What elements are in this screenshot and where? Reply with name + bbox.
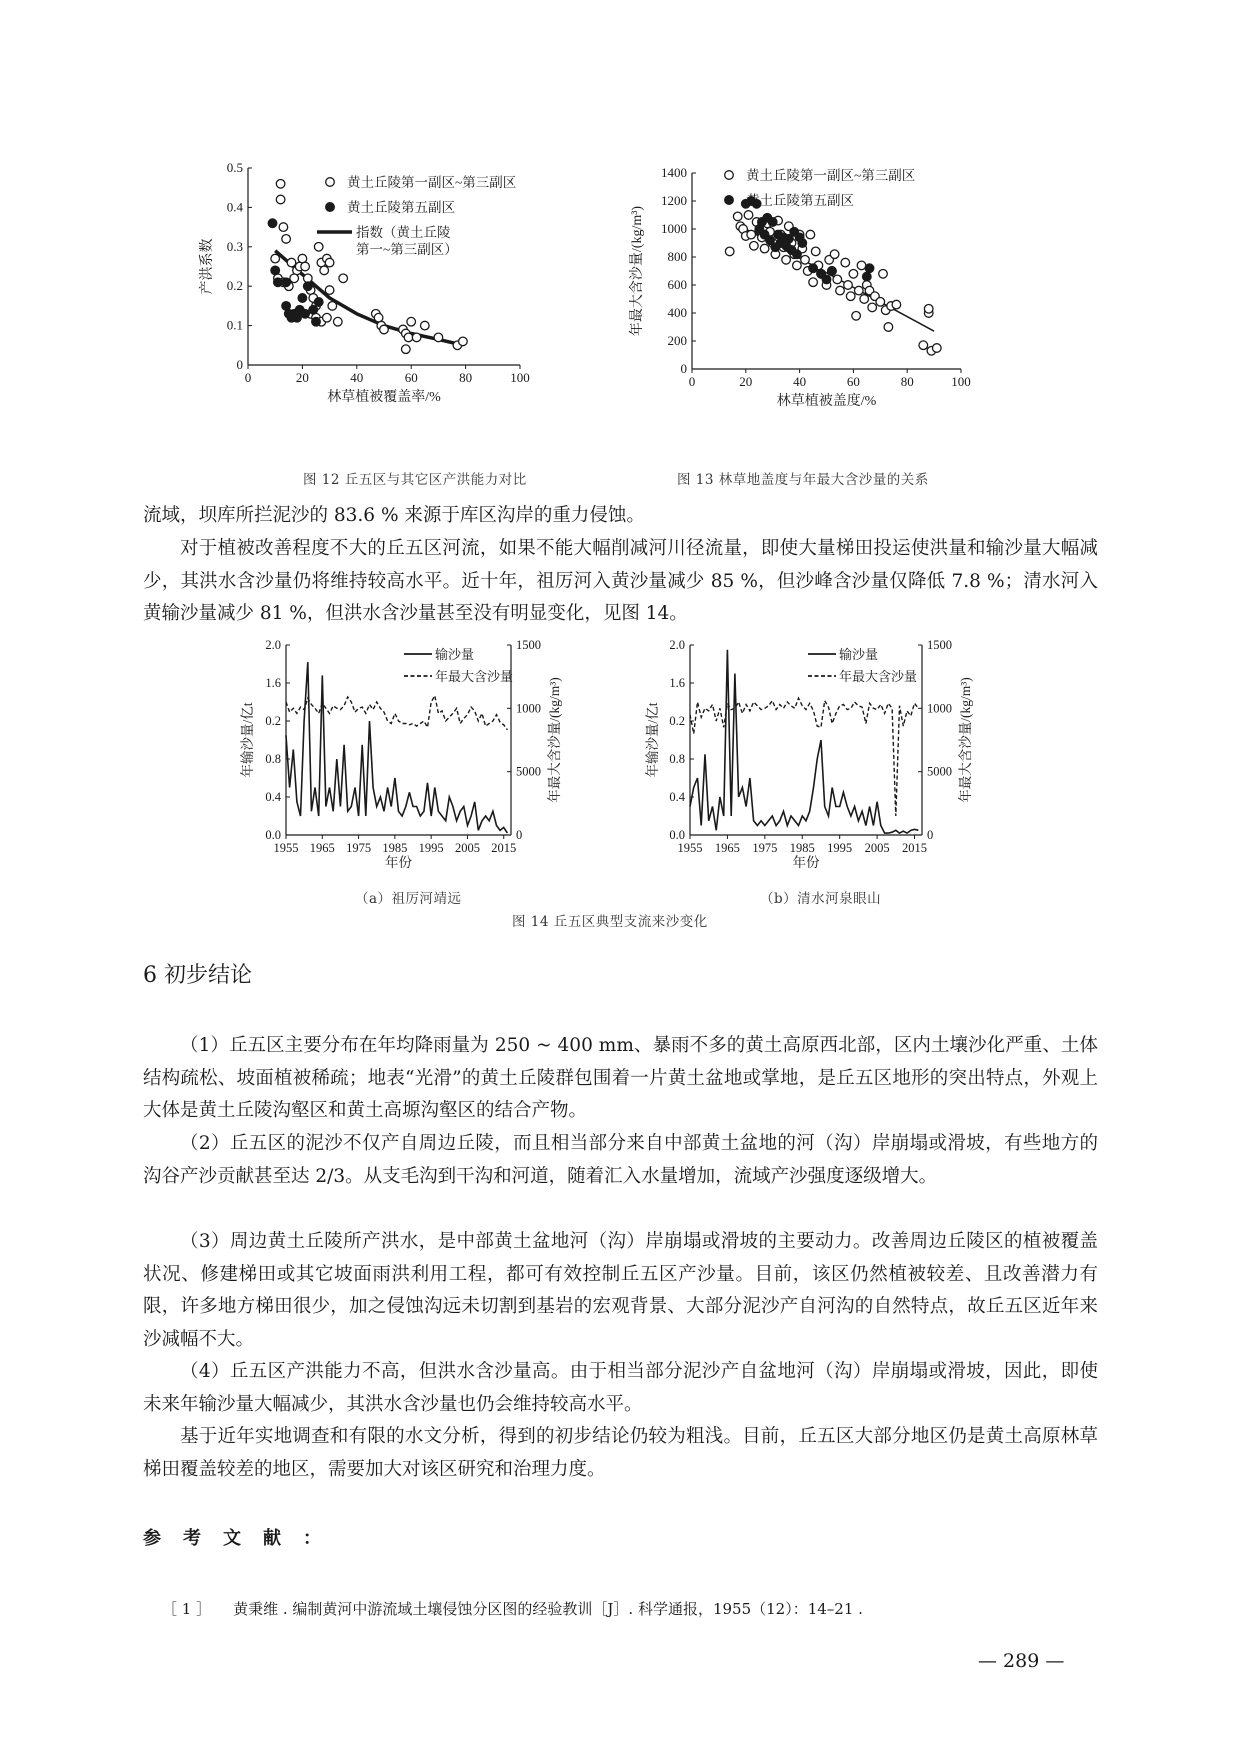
data-point-filled (298, 294, 307, 303)
section-6-title: 6 初步结论 (143, 963, 252, 988)
data-point-open (747, 230, 756, 239)
x-tick-label: 2015 (902, 841, 928, 855)
y-tick-label-right: 5000 (927, 764, 952, 779)
x-tick-label: 0 (688, 374, 696, 389)
data-point-open (276, 195, 285, 204)
data-point-open (849, 270, 858, 279)
legend-label: 指数（黄土丘陵 (356, 225, 451, 240)
y-axis-label-left: 年输沙量/亿t (645, 702, 660, 778)
data-point-open (271, 254, 280, 263)
y-tick-label-right: 0 (927, 828, 934, 842)
data-point-filled (282, 278, 291, 287)
y-tick-label: 1400 (661, 165, 687, 180)
data-point-filled (822, 275, 831, 284)
sediment-load-line (286, 662, 507, 833)
data-point-open (328, 302, 337, 311)
y-tick-label: 0.3 (226, 238, 243, 254)
data-point-filled (793, 250, 802, 259)
y-tick-label-left: 0.0 (669, 828, 685, 842)
y-tick-label: 200 (667, 333, 687, 348)
data-point-open (801, 256, 810, 265)
x-tick-label: 1965 (714, 841, 740, 855)
data-point-filled (863, 272, 872, 281)
figure-14b-chart (645, 638, 1005, 900)
data-point-open (421, 321, 430, 330)
data-point-filled (312, 317, 321, 326)
y-tick-label-left: 0.4 (265, 790, 281, 804)
conclusion-2: （2）丘五区的泥沙不仅产自周边丘陵，而且相当部分来自中部黄土盆地的河（沟）岸崩塌或滑坡，有些地方的沟谷产沙贡献甚至达 2/3。从支毛沟到干沟和河道，随着汇入水量增加，流域产沙强度逐级增大。 (143, 1133, 1098, 1187)
paragraph-continuation: 流域，坝库所拦泥沙的 83.6 % 来源于库区沟岸的重力侵蚀。 (143, 505, 645, 526)
data-point-open (857, 261, 866, 270)
data-point-open (301, 262, 310, 271)
data-point-open (339, 274, 348, 283)
data-point-open (407, 317, 416, 326)
max-concentration-line (286, 696, 507, 730)
legend-label: 输沙量 (435, 647, 475, 662)
data-point-filled (309, 306, 318, 315)
y-tick-label: 1000 (661, 221, 687, 236)
y-axis-label-right: 年最大含沙量/(kg/m³) (958, 677, 973, 803)
data-point-open (744, 211, 753, 220)
data-point-filled (314, 298, 323, 307)
data-point-filled (304, 282, 313, 291)
y-tick-label-left: 0.2 (669, 714, 685, 728)
data-point-open (836, 286, 845, 295)
x-tick-label: 40 (793, 374, 807, 389)
y-tick-label: 0 (680, 361, 687, 376)
data-point-open (725, 247, 734, 256)
x-tick-label: 1955 (677, 841, 703, 855)
y-tick-label-right: 5000 (516, 764, 541, 779)
data-point-open (833, 275, 842, 284)
legend-label: 黄土丘陵第一副区~第三副区 (347, 175, 517, 190)
legend-marker-filled (326, 203, 335, 212)
x-tick-label: 1995 (418, 841, 444, 855)
legend-marker-open (725, 171, 734, 180)
data-point-filled (768, 218, 777, 227)
y-tick-label-right: 1000 (927, 701, 952, 716)
data-point-open (855, 286, 864, 295)
conclusion-3: （3）周边黄土丘陵所产洪水，是中部黄土盆地河（沟）岸崩塌或滑坡的主要动力。改善周边丘陵区的植被覆盖状况、修建梯田或其它坡面雨洪利用工程，都可有效控制丘五区产沙量。目前，该区仍然植被较差、且改善潜力有限，许多地方梯田很少，加之侵蚀沟远未切割到基岩的宏观背景、大部分泥沙产自河沟的自然特点，故丘五区近年来沙减幅不大。 (143, 1231, 1098, 1350)
figure-14-caption: 图 14 丘五区典型支流来沙变化 (512, 914, 708, 930)
data-point-open (325, 258, 334, 267)
x-axis-label: 林草植被盖度/% (776, 394, 877, 409)
data-point-open (841, 258, 850, 267)
data-point-open (402, 345, 411, 354)
y-tick-label: 600 (667, 277, 687, 292)
y-tick-label-left: 0.2 (265, 714, 281, 728)
data-point-open (323, 313, 332, 322)
x-tick-label: 1995 (827, 841, 853, 855)
x-tick-label: 1985 (789, 841, 815, 855)
y-tick-label-left: 0.8 (669, 752, 685, 766)
y-tick-label: 800 (667, 249, 687, 264)
data-point-open (276, 180, 285, 189)
figure-13-chart (625, 165, 1025, 460)
x-tick-label: 1955 (273, 841, 299, 855)
data-point-open (892, 300, 901, 309)
y-tick-label-left: 0.0 (265, 828, 281, 842)
y-tick-label-left: 0.8 (265, 752, 281, 766)
data-point-open (809, 278, 818, 287)
x-tick-label: 1985 (382, 841, 408, 855)
reference-1-number: ［ 1 ］ (162, 1600, 212, 1618)
data-point-open (919, 341, 928, 350)
y-axis-label: 产洪系数 (200, 238, 215, 295)
conclusion-5: 基于近年实地调查和有限的水文分析，得到的初步结论仍较为粗浅。目前，丘五区大部分地区仍是黄土高原林草梯田覆盖较差的地区，需要加大对该区研究和治理力度。 (143, 1426, 1098, 1480)
y-axis-label-left: 年输沙量/亿t (240, 702, 255, 778)
x-tick-label: 2005 (864, 841, 890, 855)
data-point-open (933, 344, 942, 353)
data-point-open (733, 212, 742, 221)
y-tick-label: 1200 (661, 193, 687, 208)
data-point-open (793, 261, 802, 270)
legend-label: 输沙量 (839, 647, 879, 662)
data-point-open (434, 333, 443, 342)
data-point-filled (268, 219, 277, 228)
legend-label: 黄土丘陵第一副区~第三副区 (746, 168, 916, 183)
x-tick-label: 1975 (752, 841, 778, 855)
conclusion-4: （4）丘五区产洪能力不高，但洪水含沙量高。由于相当部分泥沙产自盆地河（沟）岸崩塌或滑坡，因此，即使未来年输沙量大幅减少，其洪水含沙量也仍会维持较高水平。 (143, 1361, 1098, 1415)
data-point-open (811, 247, 820, 256)
data-point-open (760, 244, 769, 253)
data-point-open (459, 337, 468, 346)
data-point-open (290, 274, 299, 283)
data-point-filled (828, 267, 837, 276)
data-point-open (279, 223, 288, 232)
data-point-open (282, 235, 291, 244)
x-tick-label: 40 (350, 370, 364, 385)
x-axis-label: 林草植被覆盖率/% (327, 390, 441, 405)
data-point-open (868, 303, 877, 312)
x-tick-label: 20 (739, 374, 753, 389)
y-tick-label: 0.2 (226, 278, 243, 294)
x-tick-label: 1975 (346, 841, 372, 855)
data-point-open (876, 298, 885, 307)
x-tick-label: 2015 (491, 841, 517, 855)
data-point-open (287, 258, 296, 267)
y-tick-label: 400 (667, 305, 687, 320)
x-tick-label: 0 (244, 370, 252, 385)
y-axis-label: 年最大含沙量/(kg/m³) (630, 205, 645, 337)
data-point-open (924, 305, 933, 314)
data-point-open (325, 286, 334, 295)
data-point-open (860, 295, 869, 304)
data-point-open (750, 242, 759, 251)
reference-1 (162, 1598, 863, 1619)
figure-12-caption: 图 12 丘五区与其它区产洪能力对比 (303, 472, 527, 488)
y-tick-label: 0.1 (226, 317, 243, 333)
x-tick-label: 100 (951, 374, 971, 389)
data-point-open (806, 230, 815, 239)
conclusion-1: （1）丘五区主要分布在年均降雨量为 250 ~ 400 mm、暴雨不多的黄土高原西北部，区内土壤沙化严重、土体结构疏松、坡面植被稀疏；地表“光滑”的黄土丘陵群包围着一片黄土盆地或掌地，是丘五区地形的突出特点，外观上大体是黄土丘陵沟壑区和黄土高塬沟壑区的结合产物。 (143, 1035, 1098, 1121)
y-tick-label-right: 1000 (516, 701, 541, 716)
data-point-open (830, 250, 839, 259)
figure-14a-label: （a）祖厉河靖远 (355, 891, 462, 907)
y-tick-label-right: 0 (516, 828, 523, 842)
y-tick-label-left: 1.6 (265, 676, 281, 690)
data-point-filled (271, 266, 280, 275)
x-tick-label: 2005 (454, 841, 480, 855)
x-tick-label: 60 (404, 370, 418, 385)
data-point-filled (301, 310, 310, 319)
data-point-open (314, 243, 323, 252)
x-tick-label: 100 (510, 370, 530, 385)
y-tick-label: 0.4 (226, 199, 243, 215)
data-point-filled (865, 264, 874, 273)
data-point-open (844, 281, 853, 290)
references-title: 参考文献： (143, 1528, 343, 1549)
data-point-open (884, 323, 893, 332)
page-number: — 289 — (978, 1650, 1065, 1672)
y-tick-label-left: 0.4 (669, 790, 685, 804)
y-tick-label-right: 1500 (516, 638, 541, 652)
y-tick-label: 0 (236, 357, 243, 372)
x-tick-label: 80 (459, 370, 473, 385)
x-tick-label: 60 (846, 374, 860, 389)
figure-14b-label: （b）清水河泉眼山 (760, 891, 882, 907)
data-point-filled (798, 239, 807, 248)
figure-12-chart (195, 160, 605, 460)
data-point-open (879, 270, 888, 279)
paragraph-sediment-discussion: 对于植被改善程度不大的丘五区河流，如果不能大幅削减河川径流量，即使大量梯田投运使洪量和输沙量大幅减少，其洪水含沙量仍将维持较高水平。近十年，祖厉河入黄沙量减少 85 %，但沙峰含沙量仅降低 7.8 %；清水河入黄输沙量减少 81 %，但洪水含沙量甚至没有明显变化，见图 14。 (143, 538, 1098, 624)
y-axis-label-right: 年最大含沙量/(kg/m³) (547, 677, 562, 803)
y-tick-label-right: 1500 (927, 638, 952, 652)
legend-label-cont: 第一~第三副区） (356, 242, 458, 257)
legend-label: 年最大含沙量 (839, 669, 918, 684)
data-point-open (782, 256, 791, 265)
data-point-open (852, 312, 861, 321)
x-tick-label: 1965 (309, 841, 335, 855)
data-point-open (380, 325, 389, 334)
y-tick-label-left: 2.0 (265, 638, 281, 652)
legend-label: 黄土丘陵第五副区 (347, 200, 455, 215)
x-axis-label: 年份 (792, 855, 820, 870)
legend-marker-open (326, 178, 335, 187)
x-tick-label: 80 (900, 374, 914, 389)
y-tick-label-left: 2.0 (669, 638, 685, 652)
y-tick-label: 0.5 (226, 160, 243, 175)
reference-1-text: 黄秉维 . 编制黄河中游流域土壤侵蚀分区图的经验教训［J］. 科学通报，1955（12）：14–21 . (233, 1600, 863, 1618)
data-point-open (846, 292, 855, 301)
x-axis-label: 年份 (385, 855, 412, 870)
figure-13-caption: 图 13 林草地盖度与年最大含沙量的关系 (677, 472, 929, 488)
figure-14a-chart (240, 638, 585, 900)
legend-marker-filled (725, 196, 734, 205)
data-point-open (404, 333, 413, 342)
data-point-open (320, 266, 329, 275)
legend-label: 年最大含沙量 (435, 669, 514, 684)
legend-label: 黄土丘陵第五副区 (746, 193, 854, 208)
data-point-open (334, 317, 343, 326)
data-point-filled (809, 264, 818, 273)
x-tick-label: 20 (295, 370, 309, 385)
data-point-open (412, 333, 421, 342)
y-tick-label-left: 1.6 (669, 676, 685, 690)
data-point-filled (274, 278, 283, 287)
